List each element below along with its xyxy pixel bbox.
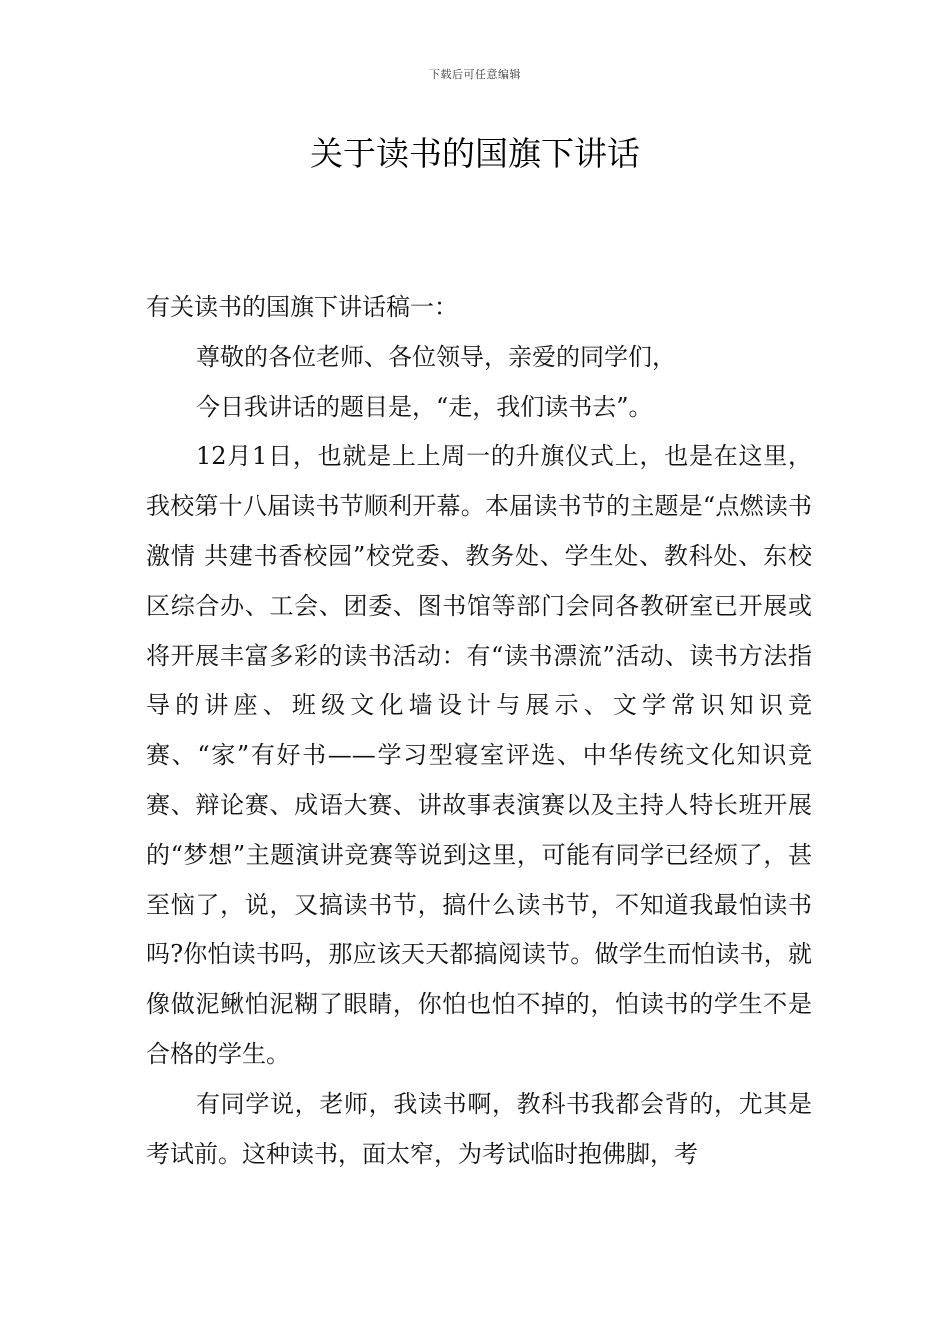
paragraph-topic: 今日我讲话的题目是，“走，我们读书去”。 [196,392,653,421]
document-body [146,283,812,1179]
paragraph-salutation: 尊敬的各位老师、各位领导，亲爱的同学们， [196,342,676,371]
document-title: 关于读书的国旗下讲话 [310,134,640,173]
header-note: 下载后可任意编辑 [429,68,521,81]
paragraph-heading: 有关读书的国旗下讲话稿一： [146,293,458,321]
paragraph-body: 12月1日，也就是上上周一的升旗仪式上，也是在这里，我校第十八届读书节顺利开幕。本届读书节的主题是“点燃读书激情 共建书香校园”校党委、教务处、学生处、教科处、东校区综合办、工会、团委、图书馆等部门会同各教研室已开展或将开展丰富多彩的读书活动：有“读书漂流”活动、读书方法指导的讲座、班级文化墙设计与展示、文学常识知识竞赛、“家”有好书——学习型寝室评选、中华传统文化知识竞赛、辩论赛、成语大赛、讲故事表演赛以及主持人特长班开展的“梦想”主题演讲竞赛等说到这里，可能有同学已经烦了，甚至恼了，说，又搞读书节，搞什么读书节，不知道我最怕读书吗?你怕读书吗，那应该天天都搞阅读节。做学生而怕读书，就像做泥鳅怕泥糊了眼睛，你怕也怕不掉的，怕读书的学生不是合格的学生。 [146,442,812,1068]
paragraph-body: 有同学说，老师，我读书啊，教科书我都会背的，尤其是考试前。这种读书，面太窄，为考试临时抱佛脚，考 [146,1089,812,1168]
